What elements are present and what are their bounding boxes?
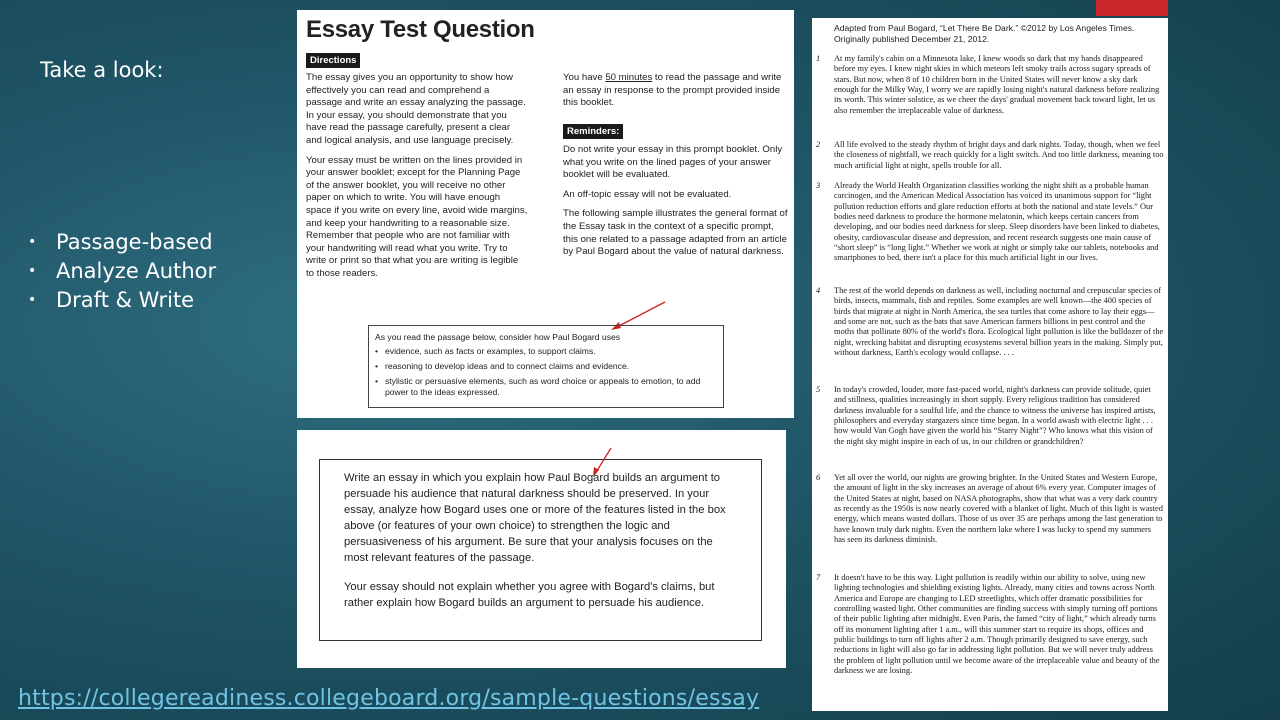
prompt-text-2: Your essay should not explain whether you agree with Bogard's claims, but rather explain how Bogard builds an argument to persuade his audience.	[344, 581, 715, 609]
passage-image: Adapted from Paul Bogard, “Let There Be Dark.” ©2012 by Los Angeles Times. Originally published December 21, 2012. 1 At my family's cabin on a Minnesota lake, I knew woods so dark that my hands disappeared before my eyes. I knew night skies in which meteors left smoky trails across sugary spreads of stars. But now, when 8 of 10 children born in the United States will never know a sky dark enough for the Milky Way, I worry we are rapidly losing night's natural darkness before realizing its worth. This winter solstice, as we cheer the days' gradual movement back toward light, let us also remember the irreplaceable value of darkness. 2 All life evolved to the steady rhythm of bright days and dark nights. Today, though, when we feel the closeness of nightfall, we reach quickly for a light switch. And too little darkness, meaning too much artificial light at night, spells trouble for all. 3 Already the World Health Organization classifies working the night shift as a probable human carcinogen, and the American Medical Association has voiced its unanimous support for “light pollution reduction efforts and glare reduction efforts at both the national and state levels.” Our bodies need darkness to produce the hormone melatonin, which keeps certain cancers from developing, and our bodies need darkness for sleep. Sleep disorders have been linked to diabetes, obesity, cardiovascular disease and depression, and recent research suggests one main cause of “short sleep” is “long light.” Whether we work at night or simply take our tablets, notebooks and smartphones to bed, there isn't a place for this much artificial light in our lives. 4 The rest of the world depends on darkness as well, including nocturnal and crepuscular species of birds, insects, mammals, fish and reptiles. Some examples are well known—the 400 species of birds that migrate at night in North America, the sea turtles that come ashore to lay their eggs—and some are not, such as the bats that save American farmers billions in pest control and the moths that pollinate 80% of the world's flora. Ecological light pollution is like the bulldozer of the night, wrecking habitat and disrupting ecosystems several billion years in the making. Simply put, without darkness, Earth's ecology would collapse. . . . 5 In today's crowded, louder, more fast-paced world, night's darkness can provide solitude, quiet and stillness, qualities increasingly in short supply. Every religious tradition has considered darkness invaluable for a soulful life, and the chance to witness the universe has inspired artists, philosophers and everyday stargazers since time began. In a world awash with electric light . . . how would Van Gogh have given the world his “Starry Night”? Who knows what this vision of the night sky might inspire in each of us, in our children or grandchildren? 6 Yet all over the world, our nights are growing brighter. In the United States and Western Europe, the amount of light in the sky increases an average of about 6% every year. Computer images of the United States at night, based on NASA photographs, show that what was a very dark country as recently as the 1950s is now nearly covered with a blanket of light. Much of this light is wasted energy, which means wasted dollars. Those of us over 35 are perhaps among the last generation to have known truly dark nights. Even the northern lake where I was lucky to spend my summers has seen its darkness diminish. 7 It doesn't have to be this way. Light pollution is readily within our ability to solve, using new lighting technologies and shielding existing lights. Already, many cities and towns across North America and Europe are changing to LED streetlights, which offer dramatic possibilities for controlling wasted light. Other communities are finding success with simply turning off portions of their public lighting after midnight. Even Paris, the famed “city of light,” which already turns off its monument lighting after 1 a.m., will this summer start to require its shops, offices and public buildings to turn off lights after 2 a.m. Though primarily designed to save energy, such reductions in light will also go far in addressing light pollution. But we will never truly address the problem of light pollution until we become aware of the irreplaceable value and beauty of the darkness we are losing.	[812, 18, 1168, 711]
consider-item: • reasoning to develop ideas and to connect claims and evidence.	[375, 361, 630, 371]
prompt-box	[319, 459, 762, 641]
essay-title: Essay Test Question	[306, 16, 535, 43]
consider-intro: As you read the passage below, consider how Paul Bogard uses	[375, 332, 621, 342]
bullet-item: • Draft & Write	[22, 286, 216, 315]
prompt-text: Write an essay in which you explain how Paul Bogard builds an argument to persuade his audience that natural darkness should be preserved. In your essay, analyze how Bogard uses one or more of the features listed in the box above (or features of your own choice) to strengthen the logic and persuasiveness of his argument. Be sure that your analysis focuses on the most relevant features of the passage.	[344, 472, 726, 564]
consider-item: • evidence, such as facts or examples, to support claims.	[375, 346, 596, 356]
bullet-item: • Analyze Author	[22, 257, 216, 286]
bullet-dot-icon: •	[28, 292, 37, 308]
reminder-2: An off-topic essay will not be evaluated.	[563, 188, 732, 200]
essay-question-image	[297, 10, 794, 418]
directions-text: The essay gives you an opportunity to show how effectively you can read and comprehend a passage and write an essay analyzing the passage. In your essay, you should demonstrate that you have read the passage carefully, present a clear and logical analysis, and use language precisely.	[306, 72, 526, 146]
time-text: You have 50 minutes to read the passage and write an essay in response to the prompt provided inside this booklet.	[563, 72, 782, 109]
time-value: 50 minutes	[605, 72, 653, 83]
slide-lead: Take a look:	[40, 58, 164, 82]
reminder-3: The following sample illustrates the general format of the Essay task in the context of a specific prompt, this one related to a passage adapted from an article by Paul Bogard about the value of natural darkness.	[563, 208, 788, 258]
source-link[interactable]: https://collegereadiness.collegeboard.org/sample-questions/essay	[18, 686, 760, 711]
bullet-item: • Passage-based	[22, 228, 216, 257]
essay-prompt-image	[297, 430, 786, 668]
bullet-dot-icon: •	[28, 234, 37, 250]
consider-box	[368, 325, 724, 408]
reminders-tag: Reminders:	[563, 124, 623, 139]
accent-bar	[1096, 0, 1168, 16]
reminder-1: Do not write your essay in this prompt booklet. Only what you write on the lined pages of your answer booklet will be evaluated.	[563, 144, 783, 181]
passage-source: Adapted from Paul Bogard, “Let There Be Dark.” ©2012 by Los Angeles Times. Originally published December 21, 2012.	[834, 23, 1135, 45]
directions-text-2: Your essay must be written on the lines provided in your answer booklet; except for the Planning Page of the answer booklet, you will receive no other paper on which to write. You will have enough space if you write on every line, avoid wide margins, and keep your handwriting to a reasonable size. Remember that people who are not familiar with your handwriting will read what you write. Try to write or print so that what you are writing is legible to those readers.	[306, 154, 528, 279]
directions-tag: Directions	[306, 53, 360, 68]
bullet-list	[22, 228, 216, 315]
consider-list	[375, 346, 717, 402]
bullet-dot-icon: •	[28, 263, 37, 279]
consider-item: • stylistic or persuasive elements, such as word choice or appeals to emotion, to add power to the ideas expressed.	[375, 376, 701, 397]
